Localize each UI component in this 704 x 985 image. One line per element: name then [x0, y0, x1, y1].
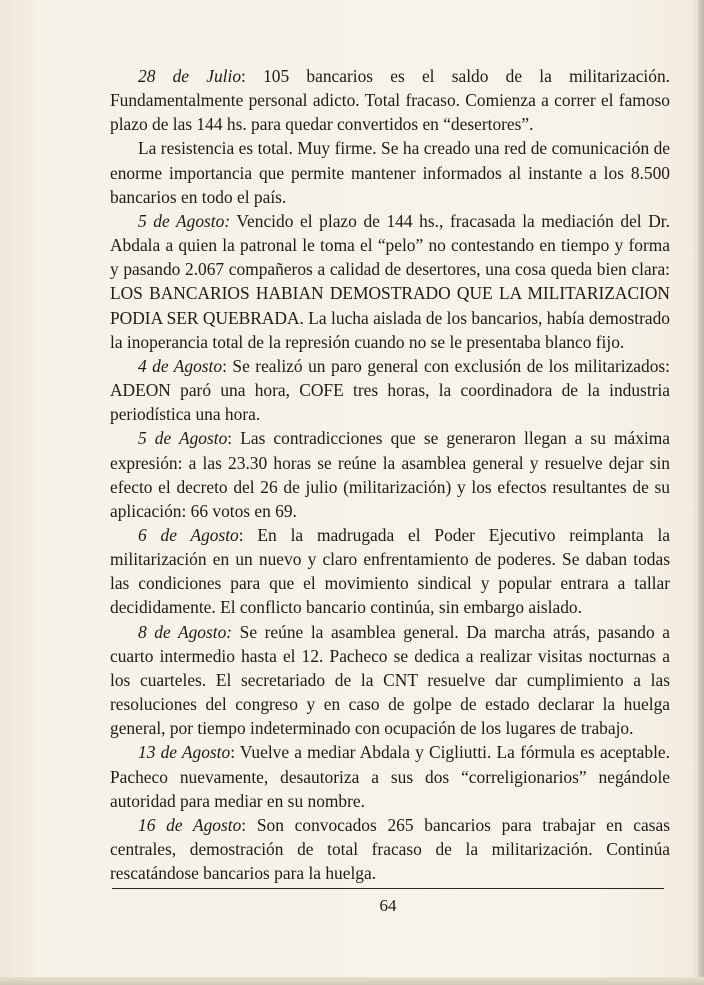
- paragraph-5-agosto-b: [110, 426, 670, 523]
- paragraph-resistencia: [110, 136, 670, 208]
- entry-text: La resistencia es total. Muy firme. Se ha creado una red de comunicación de enorme importancia que permite mantener informados al instante a los 8.500 bancarios en todo el país.: [110, 138, 670, 207]
- entry-separator: :: [222, 355, 233, 376]
- paragraph-28-julio: [110, 64, 670, 136]
- page-bottom-edge: [0, 977, 704, 985]
- entry-date: 5 de Agosto:: [138, 210, 231, 231]
- entry-separator: :: [227, 428, 241, 449]
- entry-text: 105 bancarios es el saldo de la militarización. Fundamentalmente personal adicto. Total fracaso. Comienza a correr el famoso plazo de las 144 hs. para quedar convertidos en “desertores”.: [110, 66, 670, 135]
- footer-rule: [112, 888, 664, 889]
- entry-text: Se reúne la asamblea general. Da marcha atrás, pasando a cuarto intermedio hasta el 12. Pacheco se dedica a realizar visitas nocturnas a los cuarteles. El secretariado de la CNT resuelve dar cumplimiento a las resoluciones del congreso y en caso de golpe de estado declarar la huelga general, por tiempo indeterminado con ocupación de los lugares de trabajo.: [110, 621, 670, 739]
- entry-separator: :: [241, 66, 264, 86]
- entry-text: Vuelve a mediar Abdala y Cigliutti. La fórmula es aceptable. Pacheco nuevamente, desautoriza a sus dos “correligionarios” negándole autoridad para mediar en su nombre.: [110, 742, 670, 811]
- entry-date: 5 de Agosto: [138, 428, 228, 449]
- entry-separator: [232, 622, 240, 642]
- entry-date: 13 de Agosto: [138, 742, 231, 763]
- page-edge-shadow: [698, 0, 704, 985]
- entry-date: 16 de Agosto: [138, 814, 242, 835]
- entry-separator: :: [230, 742, 240, 763]
- body-text: [110, 64, 670, 885]
- entry-date: 28 de Julio: [138, 66, 242, 86]
- entry-date: 4 de Agosto: [138, 355, 223, 376]
- entry-separator: :: [241, 814, 257, 835]
- entry-text: En la madrugada el Poder Ejecutivo reimplanta la militarización en un nuevo y claro enfrentamiento de poderes. Se daban todas las condiciones para que el movimiento sindical y popular entrara a tallar decididamente. El conflicto bancario continúa, sin embargo aislado.: [110, 524, 670, 618]
- entry-text: Vencido el plazo de 144 hs., fracasada la mediación del Dr. Abdala a quien la patronal le toma el “pelo” no contestando en tiempo y forma y pasando 2.067 compañeros a calidad de desertores, una cosa queda bien clara: LOS BANCARIOS HABIAN DEMOSTRADO QUE LA MILITARIZACION PODIA SER QUEBRADA. La lucha aislada de los bancarios, había demostrado la inoperancia total de la represión cuando no se le presentaba blanco fijo.: [110, 210, 670, 352]
- entry-separator: :: [238, 524, 258, 545]
- paragraph-8-agosto: [110, 620, 670, 741]
- entry-text: Las contradicciones que se generaron llegan a su máxima expresión: a las 23.30 horas se reúne la asamblea general y resuelve dejar sin efecto el decreto del 26 de julio (militarización) y los efectos resultantes de su aplicación: 66 votos en 69.: [110, 428, 671, 521]
- paragraph-4-agosto: [110, 354, 670, 426]
- entry-text: Se realizó un paro general con exclusión de los militarizados: ADEON paró una hora, COFE tres horas, la coordinadora de la industria periodística una hora.: [110, 355, 670, 425]
- page-number: 64: [379, 896, 397, 915]
- entry-text: Son convocados 265 bancarios para trabajar en casas centrales, demostración de total fracaso de la militarización. Continúa rescatándose bancarios para la huelga.: [110, 814, 670, 884]
- entry-date: 8 de Agosto:: [138, 621, 233, 642]
- paragraph-13-agosto: [110, 740, 670, 812]
- paragraph-6-agosto: [110, 523, 670, 620]
- entry-date: 6 de Agosto: [138, 524, 239, 545]
- paragraph-5-agosto-a: [110, 209, 670, 354]
- paragraph-16-agosto: [110, 813, 670, 885]
